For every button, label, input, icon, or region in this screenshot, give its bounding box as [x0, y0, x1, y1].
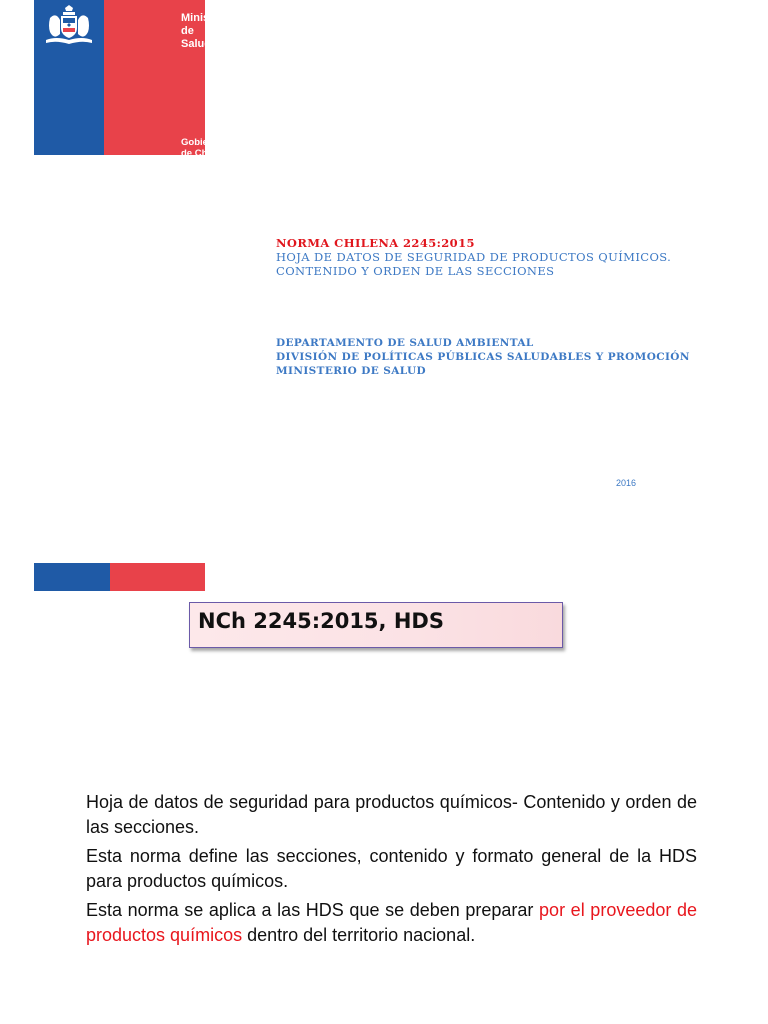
ministry-name: Ministerio de Salud — [181, 12, 233, 50]
title-line-3: CONTENIDO Y ORDEN DE LAS SECCIONES — [276, 264, 555, 278]
government-name: Gobierno de Chile — [181, 137, 224, 159]
body-paragraph-3 — [86, 898, 697, 948]
section-heading: NCh 2245:2015, HDS — [198, 609, 444, 633]
body-paragraph-1: Hoja de datos de seguridad para productos químicos- Contenido y orden de las secciones. — [86, 792, 697, 837]
body-paragraph-2: Esta norma define las secciones, contenido y formato general de la HDS para productos químicos. — [86, 846, 697, 891]
body-p3-highlight: por el proveedor de productos químicos — [86, 900, 698, 945]
body-p3-end: dentro del territorio nacional. — [242, 925, 476, 945]
flag-bar-blue — [34, 563, 110, 591]
body-p3-start: Esta norma se aplica a las HDS que se deben preparar — [86, 900, 540, 920]
body-text — [86, 790, 697, 952]
department-info — [276, 336, 690, 378]
department-line-2: DIVISIÓN DE POLÍTICAS PÚBLICAS SALUDABLES Y PROMOCIÓN — [276, 351, 690, 363]
title-line-2: HOJA DE DATOS DE SEGURIDAD DE PRODUCTOS QUÍMICOS. — [276, 250, 672, 264]
ministry-logo — [34, 0, 233, 159]
coat-of-arms-icon — [42, 4, 96, 48]
title-norm-number: NORMA CHILENA 2245:2015 — [276, 236, 475, 250]
logo-blue-panel — [34, 0, 104, 155]
department-line-1: DEPARTAMENTO DE SALUD AMBIENTAL — [276, 337, 534, 349]
flag-bar-red — [110, 563, 205, 591]
flag-color-bar — [34, 563, 205, 591]
document-year: 2016 — [616, 478, 637, 488]
logo-red-panel — [104, 0, 233, 159]
section-heading-box — [189, 602, 563, 648]
department-line-3: MINISTERIO DE SALUD — [276, 365, 427, 377]
document-title — [276, 236, 671, 278]
